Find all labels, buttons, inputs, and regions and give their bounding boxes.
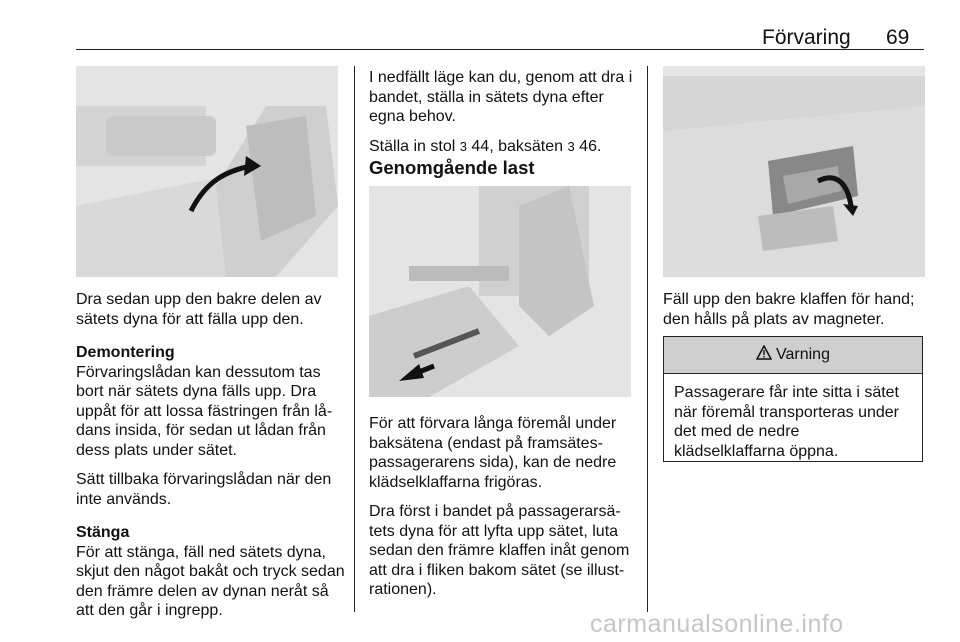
column-divider-left bbox=[354, 66, 355, 612]
paragraph: För att stänga, fäll ned sätets dyna, skjut den något bakåt och tryck sedan den främre delen av dynan neråt så att den går i ingrepp. bbox=[76, 543, 345, 619]
paragraph: För att förvara långa föremål under baksätena (endast på framsätespassagerarens sida), kan de nedre klädselklaffarna frigöras. bbox=[369, 415, 617, 491]
right-caption: Fäll upp den bakre klaffen för hand; den hålls på plats av magneter. bbox=[663, 291, 915, 328]
long-load-illustration bbox=[369, 186, 631, 397]
paragraph: Förvaringslådan kan dessutom tas bort när sätets dyna fälls upp. Dra uppåt för att lossa fästringen från lådans insida, för sedan ut lådan från dess plats under sätet. bbox=[76, 363, 333, 459]
right-caption-text bbox=[663, 290, 928, 339]
warning-header bbox=[664, 337, 922, 374]
section-heading-stanga: Stänga bbox=[76, 524, 130, 541]
warning-body: Passagerare får inte sitta i sätet när föremål transporteras under det med de nedre klädselklaffarna öppna. bbox=[674, 384, 899, 460]
seat-cushion-illustration bbox=[76, 66, 338, 277]
left-column-text bbox=[76, 290, 346, 631]
middle-body-text bbox=[369, 414, 639, 610]
section-heading-genomgaende-last: Genomgående last bbox=[369, 157, 535, 178]
paragraph: Dra först i bandet på passagerarsätets dyna för att lyfta upp sätet, luta sedan den främre klaffen inåt genom att dra i fliken bakom sätet (se illustrationen). bbox=[369, 503, 630, 598]
warning-title: Varning bbox=[776, 346, 830, 363]
left-caption: Dra sedan upp den bakre delen av sätets dyna för att fälla upp den. bbox=[76, 291, 322, 328]
warning-box bbox=[663, 336, 923, 462]
cross-reference: Ställa in stol 3 44, baksäten 3 46. bbox=[369, 137, 602, 155]
page-title: Förvaring bbox=[762, 26, 851, 49]
paragraph: Sätt tillbaka förvaringslådan när den inte används. bbox=[76, 471, 332, 508]
middle-intro-text bbox=[369, 68, 639, 166]
header-divider bbox=[76, 49, 924, 50]
paragraph: I nedfällt läge kan du, genom att dra i bandet, ställa in sätets dyna efter egna behov. bbox=[369, 69, 633, 125]
reference-arrow-icon: 3 bbox=[459, 138, 467, 154]
column-divider-right bbox=[647, 66, 648, 612]
rear-flap-illustration bbox=[663, 66, 925, 277]
section-heading-demontering: Demontering bbox=[76, 344, 175, 361]
watermark: carmanualsonline.info bbox=[590, 610, 844, 638]
reference-arrow-icon: 3 bbox=[567, 138, 575, 154]
warning-triangle-icon bbox=[756, 345, 772, 365]
page-number: 69 bbox=[886, 26, 910, 49]
